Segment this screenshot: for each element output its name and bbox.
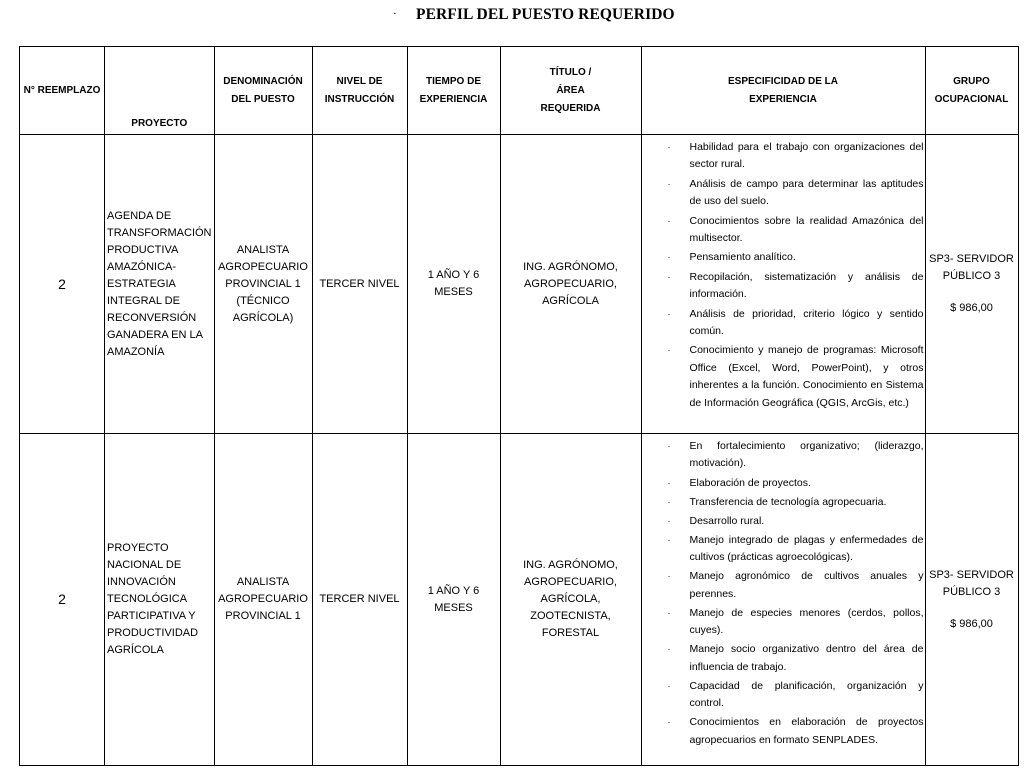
table-row <box>20 434 1019 766</box>
table-row <box>20 135 1019 434</box>
header-tiempo: TIEMPO DE EXPERIENCIA <box>407 47 500 135</box>
list-item: · Capacidad de planificación, organización y control. <box>667 679 924 710</box>
list-item: · Pensamiento analítico. <box>667 251 796 264</box>
salary-value: $ 986,00 <box>950 302 993 314</box>
grupo-cell: SP3- SERVIDOR PÚBLICO 3 $ 986,00 <box>925 135 1018 434</box>
document-header <box>0 6 1028 28</box>
list-item: · Habilidad para el trabajo con organizaciones del sector rural. <box>667 141 924 171</box>
list-item: · Conocimientos sobre la realidad Amazónica del multisector. <box>667 214 924 245</box>
list-item: · Conocimientos en elaboración de proyectos agropecuarios en formato SENPLADES. <box>667 716 924 746</box>
page-title: PERFIL DEL PUESTO REQUERIDO <box>416 6 675 23</box>
header-titulo: TÍTULO / ÁREA REQUERIDA <box>500 47 641 135</box>
list-item: · Manejo agronómico de cultivos anuales y perennes. <box>667 570 924 600</box>
list-item: · En fortalecimiento organizativo; (liderazgo, motivación). <box>667 440 924 470</box>
header-especificidad: ESPECIFICIDAD DE LA EXPERIENCIA <box>641 47 925 135</box>
header-nivel: NIVEL DE INSTRUCCIÓN <box>312 47 407 135</box>
list-item: · Recopilación, sistematización y análisis de información. <box>667 270 924 301</box>
list-item: · Manejo integrado de plagas y enfermedades de cultivos (prácticas agroecológicas). <box>667 533 924 564</box>
list-item: · Desarrollo rural. <box>667 514 765 527</box>
header-grupo: GRUPO OCUPACIONAL <box>925 47 1018 135</box>
list-item: · Transferencia de tecnología agropecuaria. <box>667 495 887 508</box>
nivel-cell: TERCER NIVEL <box>312 135 407 434</box>
title-bullet: · <box>393 8 397 20</box>
header-denominacion: DENOMINACIÓN DEL PUESTO <box>214 47 312 135</box>
denominacion-cell: ANALISTA AGROPECUARIO PROVINCIAL 1 (TÉCNICO AGRÍCOLA) <box>214 135 312 434</box>
header-row <box>20 47 1019 135</box>
tiempo-cell: 1 AÑO Y 6 MESES <box>407 434 500 766</box>
header-proyecto: PROYECTO <box>105 47 215 135</box>
reemplazo-cell: 2 <box>20 135 105 434</box>
especificidad-cell <box>641 135 925 434</box>
list-item: · Conocimiento y manejo de programas: Microsoft Office (Excel, Word, PowerPoint), y otros inherentes a la función. Conocimiento en Sistema de Información Geográfica (QGIS, ArcGis, etc.) <box>667 344 924 409</box>
header-reemplazo: N° REEMPLAZO <box>20 47 105 135</box>
list-item: · Análisis de prioridad, criterio lógico y sentido común. <box>667 307 924 338</box>
proyecto-cell: PROYECTO NACIONAL DE INNOVACIÓN TECNOLÓGICA PARTICIPATIVA Y PRODUCTIVIDAD AGRÍCOLA <box>105 434 215 766</box>
list-item: · Análisis de campo para determinar las aptitudes de uso del suelo. <box>667 177 924 208</box>
titulo-cell: ING. AGRÓNOMO, AGROPECUARIO, AGRÍCOLA, ZOOTECNISTA, FORESTAL <box>500 434 641 766</box>
titulo-cell: ING. AGRÓNOMO, AGROPECUARIO, AGRÍCOLA <box>500 135 641 434</box>
reemplazo-cell: 2 <box>20 434 105 766</box>
denominacion-cell: ANALISTA AGROPECUARIO PROVINCIAL 1 <box>214 434 312 766</box>
list-item: · Elaboración de proyectos. <box>667 476 811 489</box>
list-item: · Manejo socio organizativo dentro del área de influencia de trabajo. <box>667 643 924 673</box>
grupo-cell: SP3- SERVIDOR PÚBLICO 3 $ 986,00 <box>925 434 1018 766</box>
especificidad-list <box>642 139 925 412</box>
proyecto-cell: AGENDA DE TRANSFORMACIÓN PRODUCTIVA AMAZÓNICA- ESTRATEGIA INTEGRAL DE RECONVERSIÓN GANADERA EN LA AMAZONÍA <box>105 135 215 434</box>
salary-value: $ 986,00 <box>950 617 993 630</box>
tiempo-cell: 1 AÑO Y 6 MESES <box>407 135 500 434</box>
especificidad-cell <box>641 434 925 766</box>
nivel-cell: TERCER NIVEL <box>312 434 407 766</box>
especificidad-list <box>642 438 925 749</box>
job-profile-table <box>19 46 1019 766</box>
list-item: · Manejo de especies menores (cerdos, pollos, cuyes). <box>667 606 924 637</box>
